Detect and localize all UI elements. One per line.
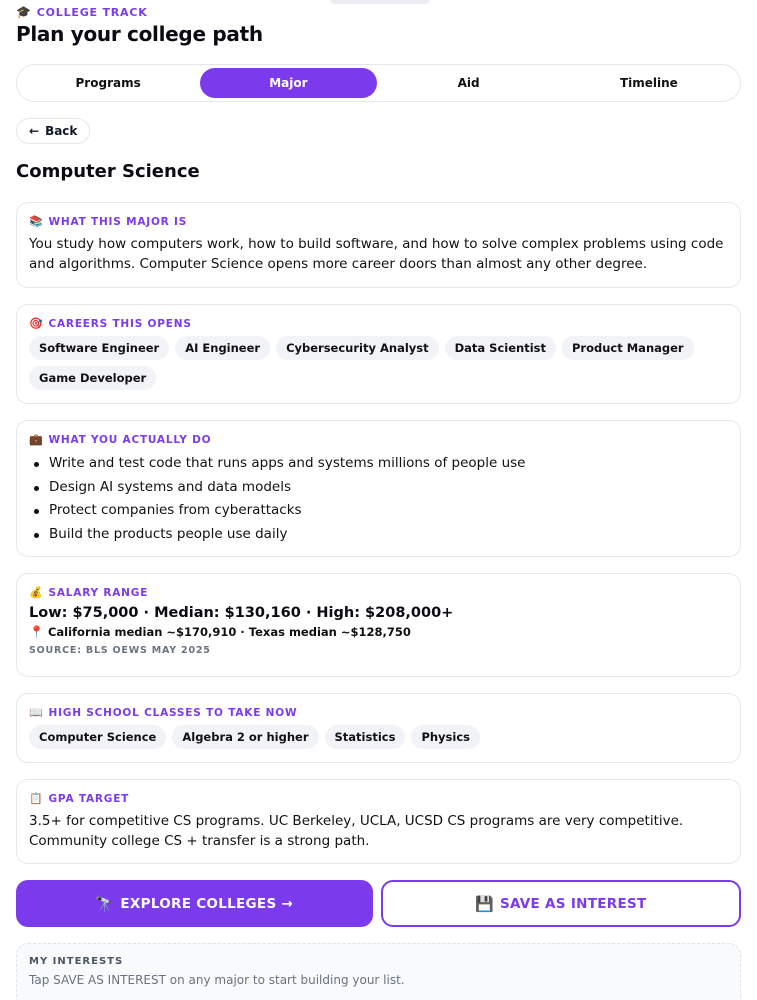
clipboard-icon: 📋 bbox=[29, 792, 44, 805]
tab-aid[interactable]: Aid bbox=[457, 76, 480, 90]
class-chip: Computer Science bbox=[29, 725, 166, 749]
back-button[interactable] bbox=[16, 118, 90, 144]
brand-label: COLLEGE TRACK bbox=[36, 5, 148, 19]
money-bag-icon: 💰 bbox=[29, 586, 44, 599]
class-chips bbox=[29, 725, 728, 749]
list-item: Design AI systems and data models bbox=[29, 476, 728, 500]
card-what-major-is bbox=[16, 202, 741, 288]
card-label bbox=[29, 586, 728, 599]
pin-icon: 📍 bbox=[29, 625, 44, 639]
card-what-you-do bbox=[16, 420, 741, 557]
brand-header bbox=[16, 5, 148, 19]
open-book-icon: 📖 bbox=[29, 706, 44, 719]
class-chip: Physics bbox=[411, 725, 480, 749]
tab-bar bbox=[16, 64, 741, 102]
salary-source: SOURCE: BLS OEWS MAY 2025 bbox=[29, 645, 211, 656]
card-label-text: GPA TARGET bbox=[48, 792, 130, 805]
card-label bbox=[29, 433, 728, 446]
career-chip: Software Engineer bbox=[29, 336, 169, 360]
career-chip: Product Manager bbox=[562, 336, 694, 360]
explore-colleges-label: EXPLORE COLLEGES → bbox=[120, 895, 294, 912]
career-chips bbox=[29, 336, 728, 390]
card-label bbox=[29, 215, 728, 228]
top-drag-handle bbox=[330, 0, 430, 4]
tab-programs[interactable]: Programs bbox=[75, 76, 141, 90]
books-icon: 📚 bbox=[29, 215, 44, 228]
career-chip: Cybersecurity Analyst bbox=[276, 336, 439, 360]
page-title: Plan your college path bbox=[16, 22, 263, 46]
career-chip: Data Scientist bbox=[445, 336, 556, 360]
graduation-cap-icon: 🎓 bbox=[16, 5, 32, 19]
tab-major[interactable]: Major bbox=[200, 68, 376, 98]
explore-colleges-button[interactable] bbox=[16, 880, 373, 927]
list-item: Protect companies from cyberattacks bbox=[29, 499, 728, 523]
major-title: Computer Science bbox=[16, 161, 200, 182]
career-chip: AI Engineer bbox=[175, 336, 270, 360]
card-careers bbox=[16, 304, 741, 404]
card-classes bbox=[16, 693, 741, 763]
class-chip: Algebra 2 or higher bbox=[172, 725, 318, 749]
salary-range: Low: $75,000 · Median: $130,160 · High: $208,000+ bbox=[29, 605, 454, 621]
card-label bbox=[29, 317, 728, 330]
card-label-text: HIGH SCHOOL CLASSES TO TAKE NOW bbox=[48, 706, 298, 719]
task-list bbox=[29, 452, 728, 546]
target-icon: 🎯 bbox=[29, 317, 44, 330]
back-label: Back bbox=[45, 124, 78, 138]
save-as-interest-label: SAVE AS INTEREST bbox=[499, 895, 647, 912]
my-interests-empty-text: Tap SAVE AS INTEREST on any major to start building your list. bbox=[29, 973, 405, 987]
action-buttons bbox=[16, 880, 741, 927]
class-chip: Statistics bbox=[325, 725, 406, 749]
card-label-text: SALARY RANGE bbox=[48, 586, 149, 599]
card-label-text: CAREERS THIS OPENS bbox=[48, 317, 192, 330]
arrow-left-icon: ← bbox=[29, 124, 40, 138]
career-chip: Game Developer bbox=[29, 366, 156, 390]
list-item: Write and test code that runs apps and systems millions of people use bbox=[29, 452, 728, 476]
card-label bbox=[29, 792, 728, 805]
gpa-description: 3.5+ for competitive CS programs. UC Berkeley, UCLA, UCSD CS programs are very competitive. Community college CS + transfer is a strong path. bbox=[29, 813, 684, 849]
salary-state-medians bbox=[29, 625, 728, 639]
card-label-text: WHAT YOU ACTUALLY DO bbox=[48, 433, 212, 446]
floppy-disk-icon: 💾 bbox=[474, 894, 494, 913]
my-interests-label: MY INTERESTS bbox=[29, 956, 124, 967]
card-gpa bbox=[16, 779, 741, 864]
my-interests-panel bbox=[16, 943, 741, 1000]
briefcase-icon: 💼 bbox=[29, 433, 44, 446]
telescope-icon: 🔭 bbox=[95, 894, 115, 913]
tab-timeline[interactable]: Timeline bbox=[619, 76, 678, 90]
state-medians-text: California median ~$170,910 · Texas median ~$128,750 bbox=[47, 625, 411, 639]
major-description: You study how computers work, how to build software, and how to solve complex problems using code and algorithms. Computer Science opens more career doors than almost any other degree. bbox=[29, 236, 724, 272]
list-item: Build the products people use daily bbox=[29, 523, 728, 547]
card-label bbox=[29, 706, 728, 719]
save-as-interest-button[interactable] bbox=[381, 880, 742, 927]
card-label-text: WHAT THIS MAJOR IS bbox=[48, 215, 188, 228]
card-salary bbox=[16, 573, 741, 677]
